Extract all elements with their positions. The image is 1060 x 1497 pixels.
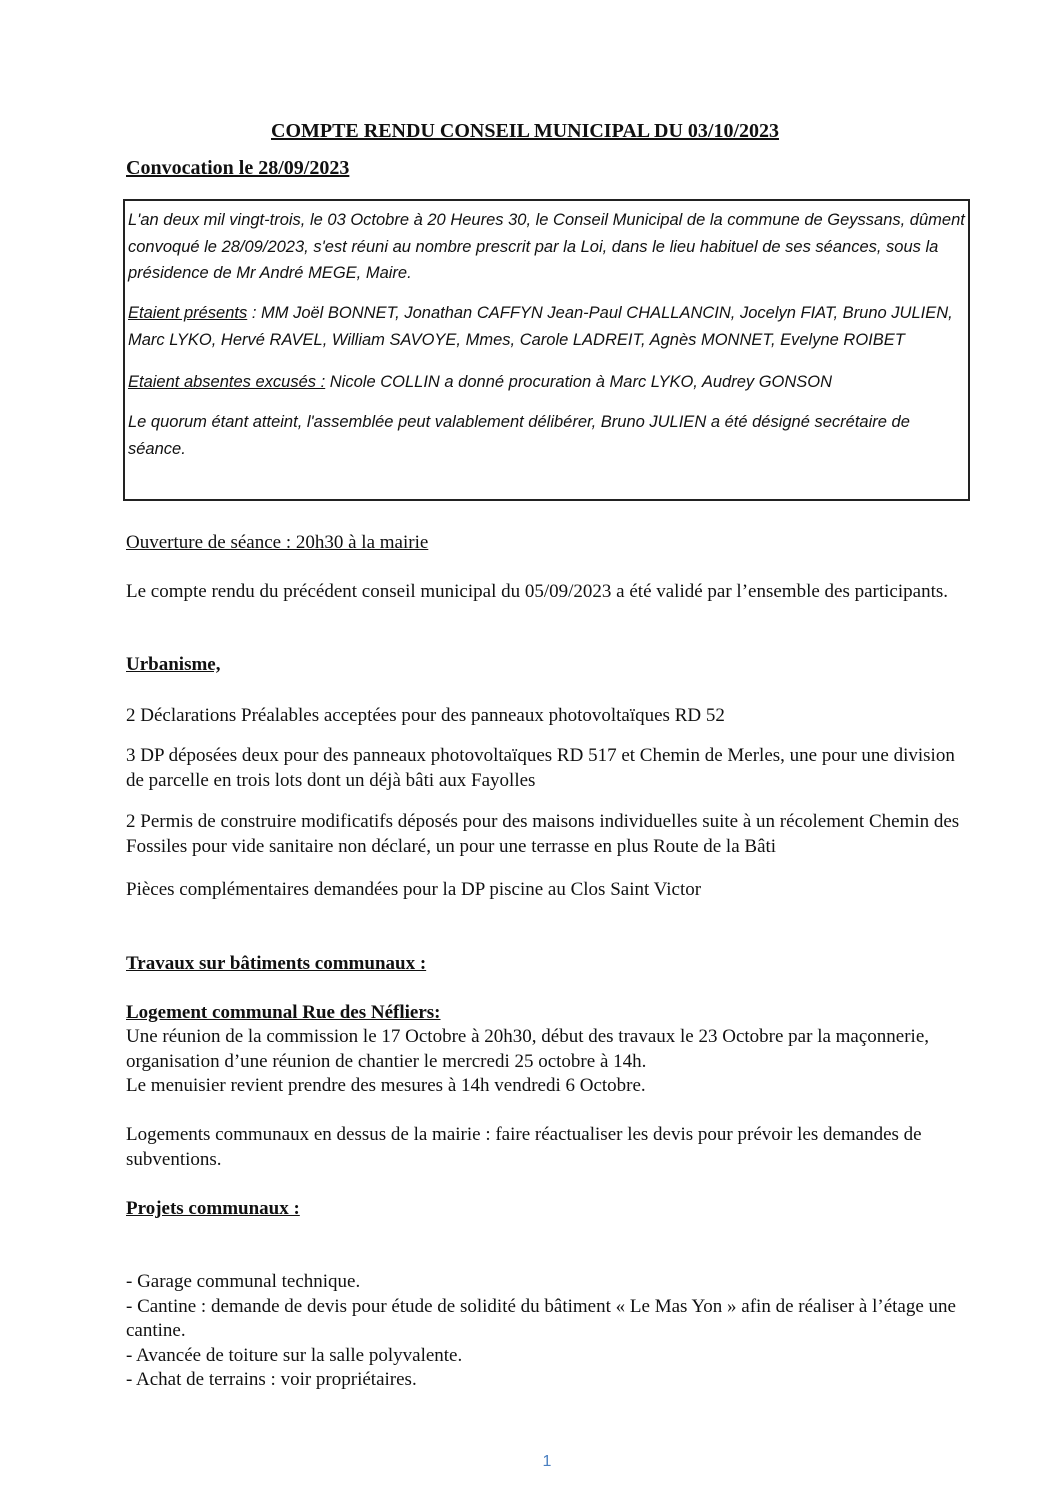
urbanisme-permis: 2 Permis de construire modificatifs déposés pour des maisons individuelles suite à un récolement Chemin des Fossiles pour vide sanitaire non déclaré, un pour une terrasse en plus Route de la Bâti xyxy=(126,811,960,857)
list-item: - Achat de terrains : voir propriétaires. xyxy=(126,1369,417,1390)
convocation-date: Convocation le 28/09/2023 xyxy=(126,157,350,179)
list-item: - Garage communal technique. xyxy=(126,1271,361,1292)
session-opening: Ouverture de séance : 20h30 à la mairie xyxy=(126,532,429,553)
logements-mairie-text: Logements communaux en dessus de la mairie : faire réactualiser les devis pour prévoir les demandes de subventions. xyxy=(126,1124,922,1170)
urbanisme-heading: Urbanisme, xyxy=(126,654,221,675)
attendees-paragraph xyxy=(128,300,966,353)
absentees-label: Etaient absentes excusés : xyxy=(128,373,326,391)
travaux-heading: Travaux sur bâtiments communaux : xyxy=(126,953,427,974)
projets-heading: Projets communaux : xyxy=(126,1198,300,1219)
list-item: - Cantine : demande de devis pour étude de solidité du bâtiment « Le Mas Yon » afin de réaliser à l’étage une cantine. xyxy=(126,1295,956,1341)
page-number: 1 xyxy=(542,1453,552,1470)
attendees-list: : MM Joël BONNET, Jonathan CAFFYN Jean-Paul CHALLANCIN, Jocelyn FIAT, Bruno JULIEN, Marc LYKO, Hervé RAVEL, William SAVOYE, Mmes, Carole LADREIT, Agnès MONNET, Evelyne ROIBET xyxy=(128,304,953,349)
quorum-paragraph: Le quorum étant atteint, l'assemblée peut valablement délibérer, Bruno JULIEN a été désigné secrétaire de séance. xyxy=(128,413,910,458)
absentees-paragraph xyxy=(128,369,966,396)
list-item: - Avancée de toiture sur la salle polyvalente. xyxy=(126,1344,463,1366)
attendees-label: Etaient présents xyxy=(128,304,248,322)
urbanisme-pieces: Pièces complémentaires demandées pour la DP piscine au Clos Saint Victor xyxy=(126,879,702,900)
session-intro: L'an deux mil vingt-trois, le 03 Octobre à 20 Heures 30, le Conseil Municipal de la commune de Geyssans, dûment convoqué le 28/09/2023, s'est réuni au nombre prescrit par la Loi, dans le lieu habituel de ses séances, sous la présidence de Mr André MEGE, Maire. xyxy=(128,211,965,282)
urbanisme-dp-deposees: 3 DP déposées deux pour des panneaux photovoltaïques RD 517 et Chemin de Merles, une pour une division de parcelle en trois lots dont un déjà bâti aux Fayolles xyxy=(126,745,955,791)
logement-menuisier-text: Le menuisier revient prendre des mesures à 14h vendredi 6 Octobre. xyxy=(126,1075,646,1096)
page-title: COMPTE RENDU CONSEIL MUNICIPAL DU 03/10/2023 xyxy=(271,120,779,142)
attendance-box xyxy=(123,199,970,501)
logement-nefliers-text: Une réunion de la commission le 17 Octobre à 20h30, début des travaux le 23 Octobre par la maçonnerie, organisation d’une réunion de chantier le mercredi 25 octobre à 14h. xyxy=(126,1026,930,1072)
projets-list xyxy=(126,1270,974,1393)
absentees-list: Nicole COLLIN a donné procuration à Marc LYKO, Audrey GONSON xyxy=(325,373,833,391)
logement-nefliers-heading: Logement communal Rue des Néfliers: xyxy=(126,1002,441,1023)
previous-minutes-approval: Le compte rendu du précédent conseil municipal du 05/09/2023 a été validé par l’ensemble des participants. xyxy=(126,581,949,602)
urbanisme-declarations: 2 Déclarations Préalables acceptées pour des panneaux photovoltaïques RD 52 xyxy=(126,705,725,726)
